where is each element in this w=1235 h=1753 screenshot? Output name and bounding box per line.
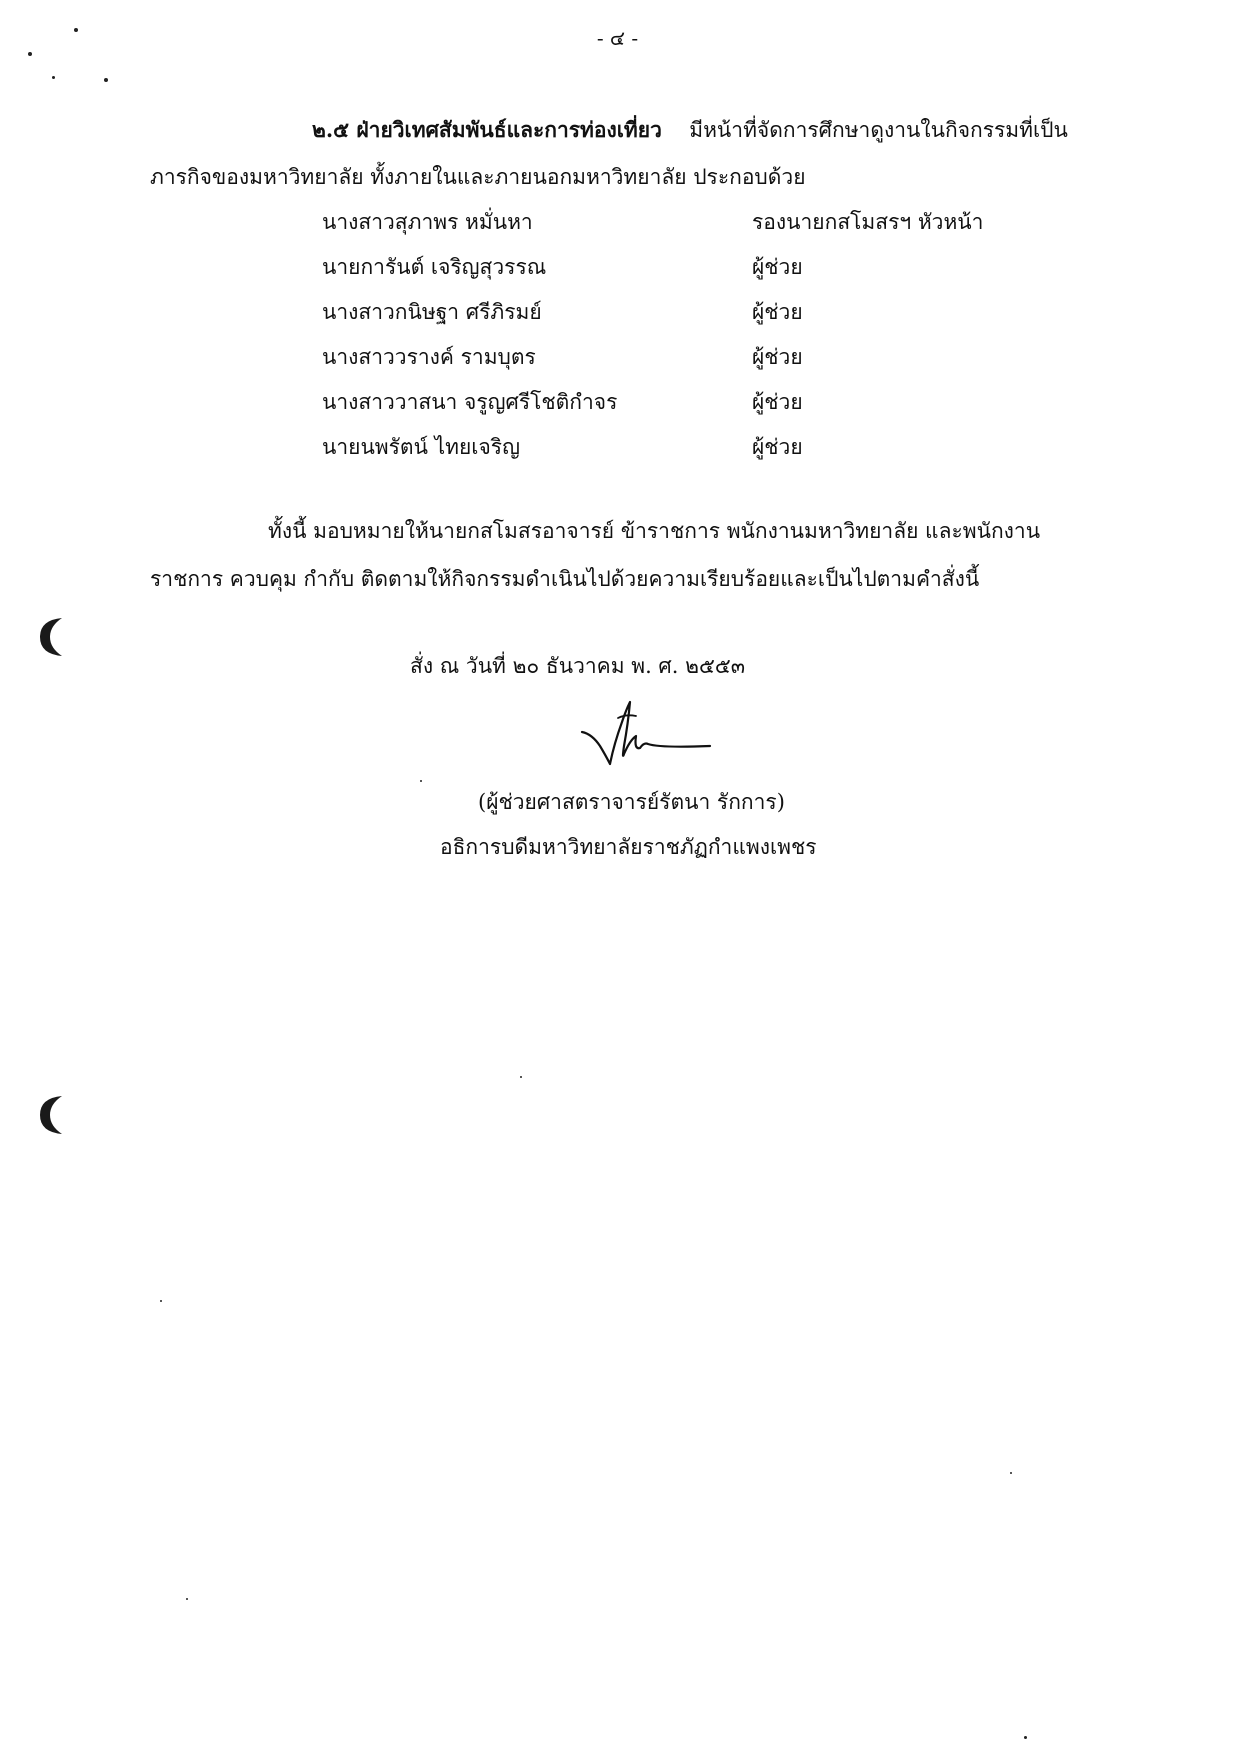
scan-speck: [186, 1598, 188, 1600]
member-name: นางสาวกนิษฐา ศรีภิรมย์: [322, 300, 542, 324]
section-heading: ๒.๕ ฝ่ายวิเทศสัมพันธ์และการท่องเที่ยว: [312, 117, 662, 142]
scan-speck: [160, 1300, 162, 1302]
member-role: ผู้ช่วย: [752, 435, 803, 459]
member-role: ผู้ช่วย: [752, 390, 803, 414]
order-date: สั่ง ณ วันที่ ๒๐ ธันวาคม พ. ศ. ๒๕๕๓: [410, 654, 746, 678]
member-name: นางสาวสุภาพร หมั่นหา: [322, 210, 533, 234]
punch-hole-mark: [34, 614, 68, 660]
member-role: ผู้ช่วย: [752, 300, 803, 324]
scan-speck: [420, 780, 422, 782]
member-name: นางสาววรางค์ รามบุตร: [322, 345, 536, 369]
member-name: นายการันต์ เจริญสุวรรณ: [322, 255, 547, 279]
scan-speck: [52, 76, 55, 79]
closing-paragraph-line1: ทั้งนี้ มอบหมายให้นายกสโมสรอาจารย์ ข้าราชการ พนักงานมหาวิทยาลัย และพนักงาน: [268, 519, 1041, 543]
member-role: ผู้ช่วย: [752, 255, 803, 279]
signatory-name: (ผู้ช่วยศาสตราจารย์รัตนา รักการ): [478, 790, 785, 814]
scan-speck: [1024, 1736, 1027, 1739]
member-role: รองนายกสโมสรฯ หัวหน้า: [752, 210, 984, 234]
member-role: ผู้ช่วย: [752, 345, 803, 369]
member-name: นายนพรัตน์ ไทยเจริญ: [322, 435, 520, 459]
closing-paragraph-line2: ราชการ ควบคุม กำกับ ติดตามให้กิจกรรมดำเนินไปด้วยความเรียบร้อยและเป็นไปตามคำสั่งนี้: [150, 567, 980, 591]
member-name: นางสาววาสนา จรูญศรีโชติกำจร: [322, 390, 618, 414]
section-heading-line: [312, 114, 1068, 147]
signatory-title: อธิการบดีมหาวิทยาลัยราชภัฏกำแพงเพชร: [440, 835, 817, 859]
page-number: - ๔ -: [596, 26, 639, 50]
scan-speck: [1010, 1472, 1012, 1474]
scan-speck: [520, 1076, 522, 1078]
scan-speck: [74, 28, 78, 32]
section-duty-line2: ภารกิจของมหาวิทยาลัย ทั้งภายในและภายนอกมหาวิทยาลัย ประกอบด้วย: [150, 165, 806, 189]
scan-speck: [28, 52, 32, 56]
handwritten-signature: [570, 694, 720, 774]
section-duty-line1: มีหน้าที่จัดการศึกษาดูงานในกิจกรรมที่เป็น: [689, 118, 1068, 142]
punch-hole-mark: [34, 1092, 68, 1138]
scan-speck: [104, 78, 108, 82]
